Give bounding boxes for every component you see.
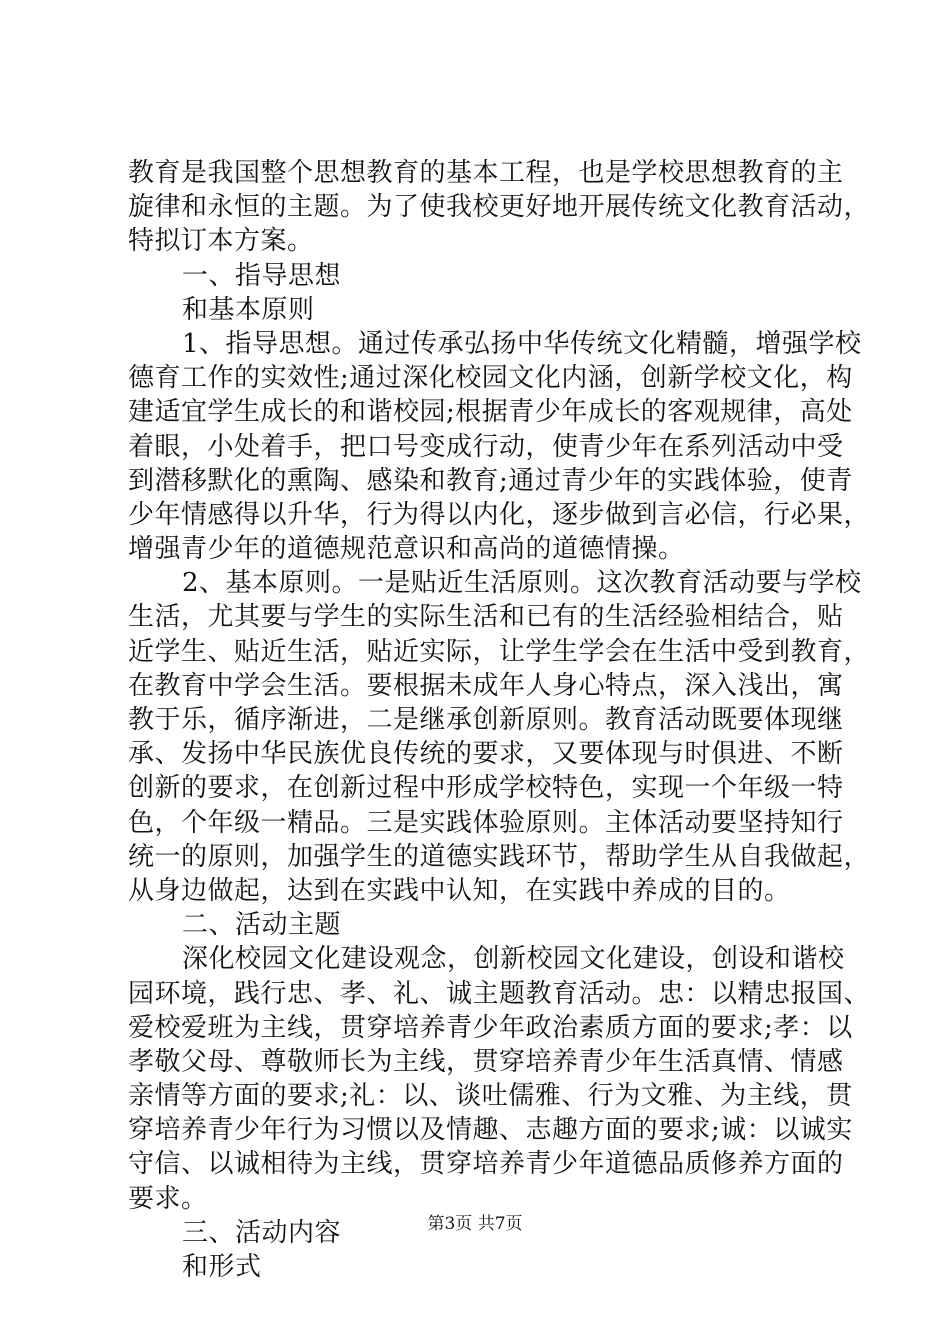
text-line: 旋律和永恒的主题。为了使我校更好地开展传统文化教育活动，	[128, 192, 871, 223]
text-line: 创新的要求，在创新过程中形成学校特色，实现一个年级一特	[128, 773, 844, 804]
text-line: 和基本原则	[182, 294, 315, 325]
text-line: 一、指导思想	[182, 260, 342, 291]
text-line: 近学生、贴近生活，贴近实际，让学生学会在生活中受到教育，	[128, 636, 871, 667]
text-line: 穿培养青少年行为习惯以及情趣、志趣方面的要求;诚：以诚实	[128, 1115, 853, 1146]
text-line: 孝敬父母、尊敬师长为主线，贯穿培养青少年生活真情、情感	[128, 1046, 844, 1077]
text-line: 守信、以诚相待为主线，贯穿培养青少年道德品质修养方面的	[128, 1149, 844, 1180]
text-line: 到潜移默化的熏陶、感染和教育;通过青少年的实践体验，使青	[128, 465, 853, 496]
text-line: 1、指导思想。通过传承弘扬中华传统文化精髓，增强学校	[182, 328, 862, 359]
text-line: 三、活动内容	[182, 1217, 342, 1248]
page-footer	[0, 1213, 950, 1235]
text-line: 着眼，小处着手，把口号变成行动，使青少年在系列活动中受	[128, 431, 844, 462]
text-line: 亲情等方面的要求;礼：以、谈吐儒雅、行为文雅、为主线，贯	[128, 1081, 853, 1112]
text-line: 2、基本原则。一是贴近生活原则。这次教育活动要与学校	[182, 568, 862, 599]
text-line: 承、发扬中华民族优良传统的要求，又要体现与时俱进、不断	[128, 739, 844, 770]
text-line: 在教育中学会生活。要根据未成年人身心特点，深入浅出，寓	[128, 670, 844, 701]
text-line: 建适宜学生成长的和谐校园;根据青少年成长的客观规律，高处	[128, 397, 853, 428]
text-line: 增强青少年的道德规范意识和高尚的道德情操。	[128, 534, 685, 565]
text-line: 教于乐，循序渐进，二是继承创新原则。教育活动既要体现继	[128, 705, 844, 735]
text-line: 特拟订本方案。	[128, 226, 314, 257]
page-number-label: 第3页 共7页	[427, 1214, 523, 1234]
text-line: 二、活动主题	[182, 910, 342, 941]
document-body	[128, 156, 871, 1284]
text-line: 和形式	[182, 1252, 262, 1282]
text-line: 要求。	[128, 1183, 208, 1214]
text-line: 生活，尤其要与学生的实际生活和已有的生活经验相结合，贴	[128, 602, 844, 633]
text-line: 从身边做起，达到在实践中认知，在实践中养成的目的。	[128, 875, 791, 906]
text-line: 统一的原则，加强学生的道德实践环节，帮助学生从自我做起，	[128, 841, 871, 872]
text-line: 深化校园文化建设观念，创新校园文化建设，创设和谐校	[182, 944, 845, 975]
text-line: 爱校爱班为主线，贯穿培养青少年政治素质方面的要求;孝：以	[128, 1012, 853, 1043]
text-line: 色，个年级一精品。三是实践体验原则。主体活动要坚持知行	[128, 807, 844, 838]
text-line: 少年情感得以升华，行为得以内化，逐步做到言必信，行必果，	[128, 499, 871, 530]
text-line: 园环境，践行忠、孝、礼、诚主题教育活动。忠：以精忠报国、	[128, 978, 871, 1009]
text-line: 教育是我国整个思想教育的基本工程，也是学校思想教育的主	[128, 158, 844, 188]
text-line: 德育工作的实效性;通过深化校园文化内涵，创新学校文化，构	[128, 363, 853, 394]
